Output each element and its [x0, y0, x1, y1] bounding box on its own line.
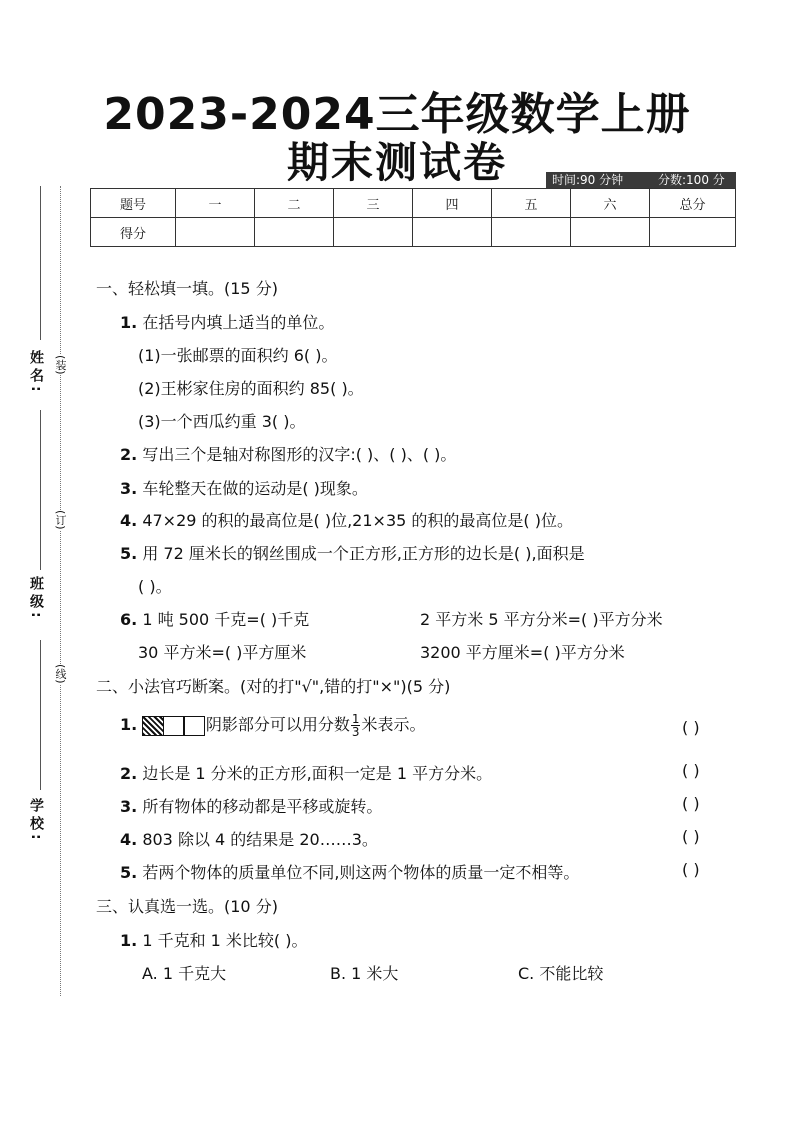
class-label: 班级:	[28, 576, 44, 622]
name-write-line	[40, 186, 41, 340]
s2-answer-paren-3: ( )	[682, 794, 700, 813]
s1-question-1: 1. 在括号内填上适当的单位。	[120, 313, 335, 332]
score-cell: 四	[413, 189, 492, 218]
exam-total-score: 分数:100 分	[658, 173, 725, 187]
score-cell: 五	[492, 189, 571, 218]
score-cell: 一	[176, 189, 255, 218]
exam-title-line1: 2023-2024三年级数学上册	[103, 89, 691, 140]
score-cell: 总分	[650, 189, 736, 218]
exam-time: 时间:90 分钟	[552, 173, 624, 187]
s3-question-1: 1. 1 千克和 1 米比较( )。	[120, 931, 308, 950]
s1-question-5-cont: ( )。	[138, 577, 172, 596]
s1-question-5: 5. 用 72 厘米长的钢丝围成一个正方形,正方形的边长是( ),面积是	[120, 544, 585, 563]
binding-dotted-line	[60, 186, 61, 996]
score-cell	[255, 218, 334, 247]
fraction-shaded-boxes	[142, 715, 204, 736]
exam-title-line2: 期末测试卷	[286, 138, 507, 187]
score-table	[90, 188, 736, 247]
s1-question-6b: 2 平方米 5 平方分米=( )平方分米	[420, 610, 663, 629]
s2-question-1: 1. 阴影部分可以用分数 $\frac{1}{3}$ 米表示。	[120, 712, 426, 739]
s3-option-c: C. 不能比较	[518, 964, 604, 983]
s1-question-1-1: (1)一张邮票的面积约 6( )。	[138, 346, 338, 365]
score-cell: 得分	[91, 218, 176, 247]
s1-question-6c: 30 平方米=( )平方厘米	[138, 643, 307, 662]
s1-question-2: 2. 写出三个是轴对称图形的汉字:( )、( )、( )。	[120, 445, 457, 464]
score-cell: 题号	[91, 189, 176, 218]
school-write-line	[40, 640, 41, 790]
score-cell: 二	[255, 189, 334, 218]
score-cell: 六	[571, 189, 650, 218]
score-table-header-row	[91, 189, 736, 218]
score-cell	[176, 218, 255, 247]
s2-question-4: 4. 803 除以 4 的结果是 20……3。	[120, 830, 378, 849]
binding-mark-zhuang: (装)	[54, 355, 67, 375]
s1-question-1-2: (2)王彬家住房的面积约 85( )。	[138, 379, 364, 398]
s2-question-2: 2. 边长是 1 分米的正方形,面积一定是 1 平方分米。	[120, 764, 493, 783]
s2-answer-paren-1: ( )	[682, 718, 700, 737]
section1-title: 一、轻松填一填。(15 分)	[96, 279, 278, 298]
binding-mark-xian: (线)	[54, 664, 67, 684]
score-cell: 三	[334, 189, 413, 218]
score-cell	[413, 218, 492, 247]
s1-question-4: 4. 47×29 的积的最高位是( )位,21×35 的积的最高位是( )位。	[120, 511, 573, 530]
s1-question-6d: 3200 平方厘米=( )平方分米	[420, 643, 625, 662]
s2-question-5: 5. 若两个物体的质量单位不同,则这两个物体的质量一定不相等。	[120, 863, 580, 882]
s2-question-3: 3. 所有物体的移动都是平移或旋转。	[120, 797, 383, 816]
s1-question-3: 3. 车轮整天在做的运动是( )现象。	[120, 479, 368, 498]
s2-answer-paren-5: ( )	[682, 860, 700, 879]
score-table-score-row	[91, 218, 736, 247]
time-score-banner	[546, 172, 736, 188]
class-write-line	[40, 410, 41, 570]
score-cell	[334, 218, 413, 247]
s2-answer-paren-2: ( )	[682, 761, 700, 780]
name-label: 姓名:	[28, 350, 44, 396]
section3-title: 三、认真选一选。(10 分)	[96, 897, 278, 916]
school-label: 学校:	[28, 798, 44, 844]
s1-question-6a: 6. 1 吨 500 千克=( )千克	[120, 610, 310, 629]
s1-question-1-3: (3)一个西瓜约重 3( )。	[138, 412, 306, 431]
s3-option-b: B. 1 米大	[330, 964, 399, 983]
score-cell	[571, 218, 650, 247]
score-cell	[492, 218, 571, 247]
s3-option-a: A. 1 千克大	[142, 964, 227, 983]
fraction-one-third: $\frac{1}{3}$	[351, 712, 360, 739]
s2-answer-paren-4: ( )	[682, 827, 700, 846]
section2-title: 二、小法官巧断案。(对的打"√",错的打"×")(5 分)	[96, 677, 451, 696]
score-cell	[650, 218, 736, 247]
binding-mark-ding: (订)	[54, 510, 67, 530]
